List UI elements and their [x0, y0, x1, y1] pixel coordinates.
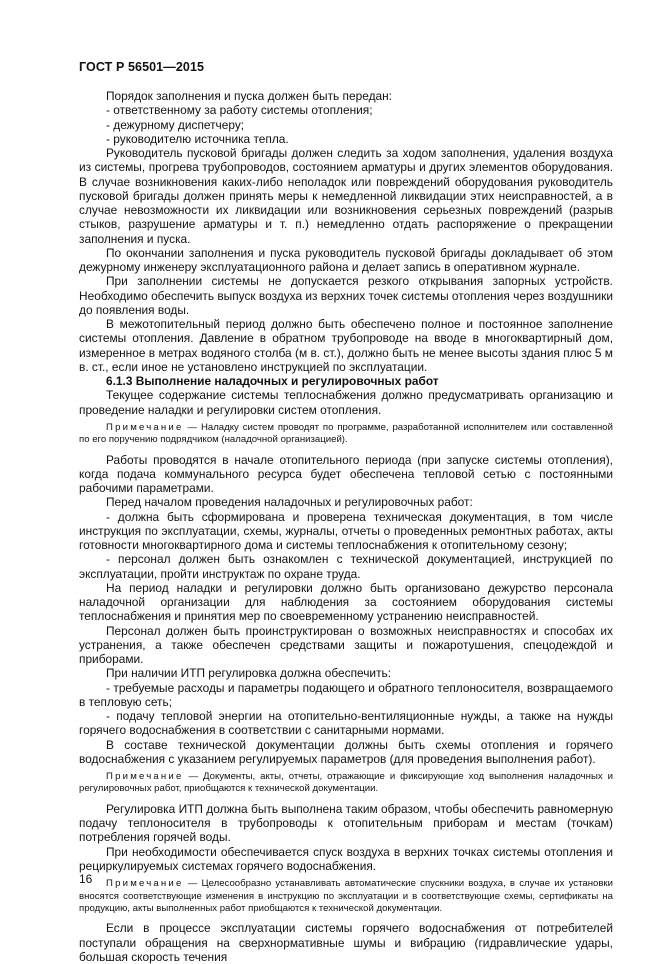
list-item: - руководителю источника тепла. [106, 131, 289, 146]
paragraph: При заполнении системы не допускается резкого открывания запорных устройств. Необходимо обеспечить выпуск воздуха из верхних точек системы отопления через воздушники до появления воды. [79, 274, 613, 317]
note [79, 878, 613, 915]
paragraph: При наличии ИТП регулировка должна обеспечить: [106, 666, 392, 681]
page-number: 16 [79, 872, 93, 886]
list-item: - ответственному за работу системы отопления; [106, 103, 373, 118]
paragraph: Перед началом проведения наладочных и регулировочных работ: [106, 495, 473, 510]
note-text: — Документы, акты, отчеты, отражающие и фиксирующие ход выполнения наладочных и регулировочных работ, приобщаются к технической документации. [79, 771, 613, 795]
list-item: - подачу тепловой энергии на отопительно-вентиляционные нужды, а также на нужды горячего водоснабжения в соответствии с санитарными нормами. [79, 709, 613, 738]
note-label: Примечание [106, 771, 184, 783]
list-item: - требуемые расходы и параметры подающего и обратного теплоносителя, возвращаемого в тепловую сеть; [79, 680, 613, 709]
note-text: — Наладку систем проводят по программе, разработанной исполнителем или составленной по его поручению подрядчиком (наладочной организацией). [79, 421, 613, 446]
note-label: Примечание [106, 421, 184, 433]
note-text: — Целесообразно устанавливать автоматические спускники воздуха, в случае их установки вносятся соответствующие изменения в инструкцию по эксплуатации и в соответствующие схемы, сертификаты на продукцию, акты выполненных работ приобщаются к технической документации. [79, 878, 613, 914]
paragraph: В составе технической документации должны быть схемы отопления и горячего водоснабжения с указанием регулируемых параметров (для проведения выполнения работ). [79, 737, 613, 766]
list-item: - должна быть сформирована и проверена техническая документация, в том числе инструкция по эксплуатации, схемы, журналы, отчеты о проведенных ремонтных работах, акты готовности многоквартирного дома и системы теплоснабжения к отопительному сезону; [79, 509, 613, 553]
paragraph: Текущее содержание системы теплоснабжения должно предусматривать организацию и проведение наладки и регулировки систем отопления. [79, 388, 613, 417]
note-label: Примечание [106, 878, 184, 890]
paragraph: Порядок заполнения и пуска должен быть передан: [106, 89, 392, 103]
document-body [79, 89, 613, 964]
document-header: ГОСТ Р 56501—2015 [79, 60, 205, 74]
list-item: - персонал должен быть ознакомлен с технической документацией, инструкцией по эксплуатации, пройти инструктаж по охране труда. [79, 552, 613, 581]
paragraph: По окончании заполнения и пуска руководитель пусковой бригады докладывает об этом дежурному инженеру эксплуатационного района и делает запись в оперативном журнале. [79, 245, 613, 274]
note [79, 771, 613, 796]
paragraph: Регулировка ИТП должна быть выполнена таким образом, чтобы обеспечить равномерную подачу теплоносителя в трубопроводы к отопительным приборам и местам (точкам) потребления горячей воды. [79, 801, 613, 845]
paragraph: Руководитель пусковой бригады должен следить за ходом заполнения, удаления воздуха из системы, прогрева трубопроводов, состоянием арматуры и других элементов оборудования. В случае возникновения каких-либо неполадок или повреждений оборудования руководитель пусковой бригады должен принять меры к немедленной ликвидации этих неисправностей, а в случае невозможности их ликвидации или возникновения серьезных повреждений (разрыв стыков, разрушение арматуры и т. п.) немедленно отдать распоряжение о прекращении заполнения и пуска. [79, 146, 613, 246]
paragraph: На период наладки и регулировки должно быть организовано дежурство персонала наладочной организации для наблюдения за состоянием оборудования системы теплоснабжения и принятия мер по своевременному устранению неисправностей. [79, 580, 613, 624]
paragraph: Работы проводятся в начале отопительного периода (при запуске системы отопления), когда подача коммунального ресурса будет обеспечена тепловой сетью с постоянными рабочими параметрами. [79, 452, 613, 496]
section-heading: 6.1.3 Выполнение наладочных и регулировочных работ [106, 374, 439, 388]
note [79, 422, 613, 447]
paragraph: Персонал должен быть проинструктирован о возможных неисправностях и способах их устранения, а также обеспечен средствами защиты и пожаротушения, спецодеждой и приборами. [79, 623, 613, 667]
paragraph: При необходимости обеспечивается спуск воздуха в верхних точках системы отопления и рециркулируемых системах горячего водоснабжения. [79, 844, 613, 873]
paragraph: Если в процессе эксплуатации системы горячего водоснабжения от потребителей поступали обращения на сверхнормативные шумы и вибрацию (гидравлические удары, большая скорость течения [79, 921, 613, 964]
paragraph: В межотопительный период должно быть обеспечено полное и постоянное заполнение системы отопления. Давление в обратном трубопроводе на вводе в многоквартирный дом, измеренное в метрах водяного столба (м в. ст.), должно быть не менее высоты здания плюс 5 м в. ст., если иное не установлено инструкцией по эксплуатации. [79, 317, 613, 374]
list-item: - дежурному диспетчеру; [106, 117, 245, 132]
